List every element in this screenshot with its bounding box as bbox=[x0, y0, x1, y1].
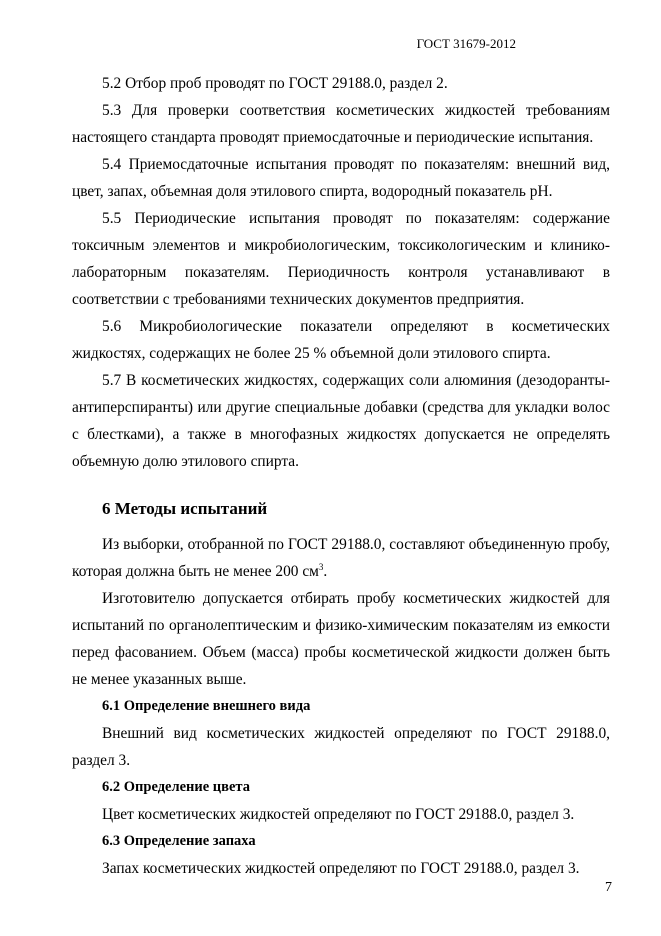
subsection-6-1-heading: 6.1 Определение внешнего вида bbox=[102, 698, 311, 714]
paragraph-5-2: 5.2 Отбор проб проводят по ГОСТ 29188.0, раздел 2. bbox=[102, 75, 448, 92]
manufacturer-paragraph: Изготовителю допускается отбирать пробу косметических жидкостей для испытаний по органолептическим и физико-химическим показателям из емкости перед фасованием. Объем (масса) пробы косметической жидкости должен быть не менее указанных выше. bbox=[72, 590, 610, 688]
intro-end: . bbox=[323, 563, 328, 580]
page-number: 7 bbox=[605, 880, 612, 895]
paragraph-5-4: 5.4 Приемосдаточные испытания проводят по показателям: внешний вид, цвет, запах, объемная доля этилового спирта, водородный показатель pH. bbox=[72, 156, 610, 200]
paragraph-5-5: 5.5 Периодические испытания проводят по показателям: содержание токсичным элементов и микробиологическим, токсикологическим и клинико-лабораторным показателям. Периодичность контроля устанавливают в соответствии с требованиями технических документов предприятия. bbox=[72, 210, 610, 308]
subsection-6-3-heading: 6.3 Определение запаха bbox=[102, 833, 256, 849]
intro-text: Из выборки, отобранной по ГОСТ 29188.0, составляют объединенную пробу, которая должна быть не менее 200 см bbox=[72, 536, 610, 580]
paragraph-5-7: 5.7 В косметических жидкостях, содержащих соли алюминия (дезодоранты-антиперспиранты) или другие специальные добавки (средства для укладки волос с блестками), а также в многофазных жидкостях допускается не определять объемную долю этилового спирта. bbox=[72, 372, 610, 470]
paragraph-5-6: 5.6 Микробиологические показатели определяют в косметических жидкостях, содержащих не более 25 % объемной доли этилового спирта. bbox=[72, 318, 610, 362]
document-header: ГОСТ 31679-2012 bbox=[416, 36, 516, 51]
page-content bbox=[72, 70, 610, 882]
subsection-6-3-text: Запах косметических жидкостей определяют по ГОСТ 29188.0, раздел 3. bbox=[102, 860, 580, 877]
section-6-heading: 6 Методы испытаний bbox=[102, 499, 268, 518]
subsection-6-2-text: Цвет косметических жидкостей определяют по ГОСТ 29188.0, раздел 3. bbox=[102, 806, 575, 823]
section-6-intro bbox=[72, 531, 610, 585]
subsection-6-1-text: Внешний вид косметических жидкостей определяют по ГОСТ 29188.0, раздел 3. bbox=[72, 725, 610, 769]
cubic-superscript: 3 bbox=[318, 561, 324, 572]
subsection-6-2-heading: 6.2 Определение цвета bbox=[102, 779, 250, 795]
paragraph-5-3: 5.3 Для проверки соответствия косметических жидкостей требованиям настоящего стандарта проводят приемосдаточные и периодические испытания. bbox=[72, 102, 610, 146]
